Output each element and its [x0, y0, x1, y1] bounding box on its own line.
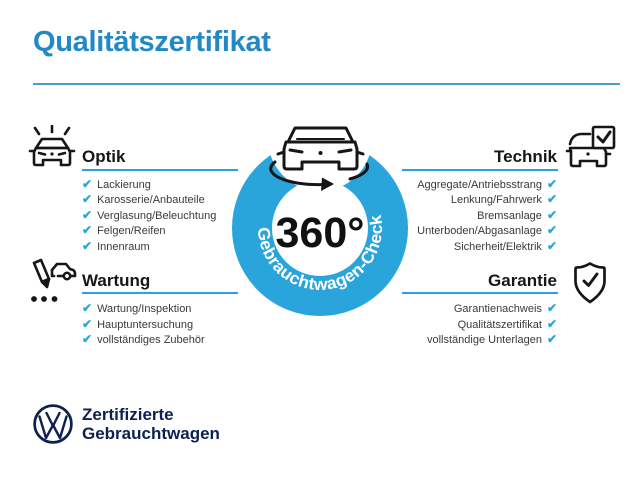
check-icon: ✔ [82, 332, 93, 346]
check-item [82, 239, 216, 254]
check-item-label: Lackierung [97, 179, 151, 191]
check-item [427, 317, 557, 333]
car-checkbox-icon [564, 124, 618, 176]
check-item-label: Sicherheit/Elektrik [453, 240, 542, 253]
section-rule-garantie [402, 292, 558, 294]
check-icon: ✔ [82, 238, 93, 253]
check-icon: ✔ [82, 301, 93, 315]
check-icon: ✔ [546, 207, 557, 222]
check-item-label: Bremsanlage [477, 209, 542, 222]
check-icon: ✔ [546, 223, 557, 238]
check-item [417, 192, 557, 207]
shield-check-icon [573, 261, 607, 305]
brand-claim-line2: Gebrauchtwagen [82, 423, 220, 443]
check-item-label: vollständige Unterlagen [426, 334, 542, 346]
technik-checklist [417, 177, 557, 254]
car-front-shine-icon [26, 125, 78, 175]
check-item-label: Hauptuntersuchung [97, 318, 194, 331]
section-rule-wartung [82, 292, 238, 294]
check-item [427, 301, 557, 317]
title-divider [33, 83, 620, 85]
check-item [427, 332, 557, 348]
section-title-technik: Technik [494, 147, 557, 166]
check-item-label: Aggregate/Antriebsstrang [417, 179, 542, 191]
badge-value: 360° [275, 209, 365, 257]
optik-checklist [82, 177, 216, 254]
check-item-label: Karosserie/Anbauteile [97, 194, 205, 207]
check-item [82, 332, 205, 348]
check-item-label: Qualitätszertifikat [457, 318, 542, 331]
check-item [417, 239, 557, 254]
check-item-label: Innenraum [97, 240, 150, 253]
check-item [82, 192, 216, 207]
check-icon: ✔ [546, 332, 557, 346]
check-item-label: vollständiges Zubehör [97, 334, 205, 346]
check-item [82, 177, 216, 192]
check-item-label: Wartung/Inspektion [97, 303, 192, 315]
check-item [417, 223, 557, 238]
check-icon: ✔ [82, 223, 93, 238]
check-icon: ✔ [546, 316, 557, 331]
check-item-label: Felgen/Reifen [97, 225, 166, 238]
360-check-badge [222, 112, 418, 330]
check-icon: ✔ [82, 316, 93, 331]
check-item-label: Lenkung/Fahrwerk [450, 194, 542, 207]
page-title: Qualitätszertifikat [33, 26, 271, 58]
badge-ring-label: Gebrauchtwagen-Check [253, 214, 387, 294]
garantie-checklist [427, 301, 557, 348]
check-item [417, 208, 557, 223]
check-icon: ✔ [546, 192, 557, 207]
check-item [82, 223, 216, 238]
check-item [82, 317, 205, 333]
vw-logo [31, 402, 75, 446]
check-item [82, 301, 205, 317]
check-icon: ✔ [82, 207, 93, 222]
brand-claim-line1: Zertifizierte [82, 405, 174, 424]
check-icon: ✔ [546, 238, 557, 253]
section-title-garantie: Garantie [488, 271, 557, 290]
section-rule-technik [402, 169, 558, 171]
section-title-wartung: Wartung [82, 271, 151, 290]
check-item-label: Garantienachweis [453, 303, 542, 315]
brand-claim [82, 406, 220, 443]
check-item-label: Verglasung/Beleuchtung [97, 209, 217, 222]
check-icon: ✔ [82, 177, 93, 191]
section-title-optik: Optik [82, 147, 126, 166]
check-icon: ✔ [546, 301, 557, 315]
pencil-car-dots-icon [24, 257, 78, 305]
check-item-label: Unterboden/Abgasanlage [417, 225, 542, 238]
check-icon: ✔ [82, 192, 93, 207]
section-rule-optik [82, 169, 238, 171]
check-item [417, 177, 557, 192]
check-icon: ✔ [546, 177, 557, 191]
wartung-checklist [82, 301, 205, 348]
check-item [82, 208, 216, 223]
